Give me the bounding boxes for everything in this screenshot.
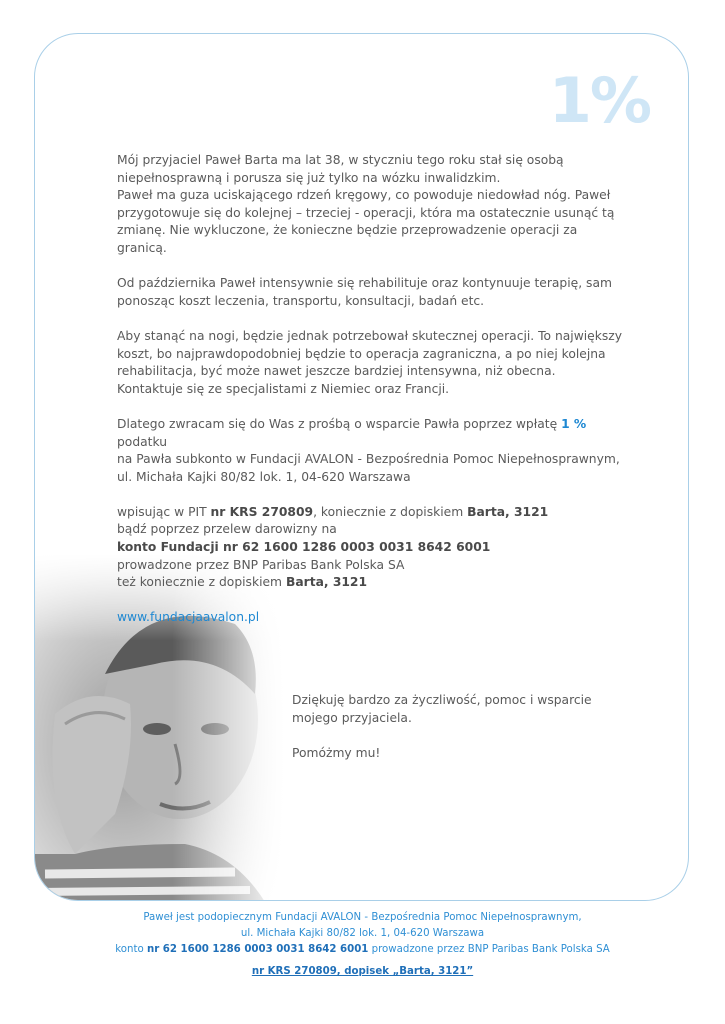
note-tag: Barta, 3121 [285,575,368,590]
text-line: , koniecznie z dopiskiem [313,504,468,519]
footer-krs: nr KRS 270809, dopisek „Barta, 3121” [251,966,474,977]
text-line: wpisując w PIT [117,504,211,519]
paragraph-appeal [117,416,627,486]
thanks-block [292,692,622,780]
text-line: Mój przyjaciel Paweł Barta ma lat 38, w styczniu tego roku stał się osobą [117,153,564,167]
text-line: Dziękuję bardzo za życzliwość, pomoc i wsparcie [292,693,592,707]
bank-account: konto Fundacji nr 62 1600 1286 0003 0031 8642 6001 [117,540,491,555]
text-line: Kontaktuje się ze specjalistami z Niemiec oraz Francji. [117,381,450,396]
text-line: mojego przyjaciela. [292,710,412,725]
footer-line: Paweł jest podopiecznym Fundacji AVALON - Bezpośrednia Pomoc Niepełnosprawnym, [143,912,582,923]
text-line: zmianę. Nie wykluczone, że konieczne będzie przeprowadzenie operacji za granicą. [117,223,578,255]
footer [0,910,725,980]
text-line: koszt, bo najprawdopodobniej będzie to operacja zagraniczna, a po niej kolejna [117,346,606,361]
text-line: też koniecznie z dopiskiem [117,575,286,590]
website-link[interactable]: www.fundacjaavalon.pl [117,610,260,625]
one-percent-highlight: 1 % [561,416,587,431]
text-line: niepełnosprawną i porusza się już tylko na wózku inwalidzkim. [117,170,501,185]
letter-card [34,33,689,901]
paragraph-condition [117,152,627,258]
closing-line: Pomóżmy mu! [292,745,381,760]
text-line: Aby stanąć na nogi, będzie jednak potrzebował skutecznej operacji. To największy [117,328,623,343]
krs-number: nr KRS 270809 [210,504,314,519]
one-percent-mark: 1% [548,64,650,137]
paragraph-rehabilitation [117,275,627,310]
text-line: Paweł ma guza uciskającego rdzeń kręgowy, co powoduje niedowład nóg. Paweł [117,188,611,203]
text-line: rehabilitacja, być może nawet jeszcze bardziej intensywna, niż obecna. [117,364,556,379]
text-line: prowadzone przez BNP Paribas Bank Polska SA [117,557,405,572]
text-line: podatku [117,434,168,449]
footer-line: ul. Michała Kajki 80/82 lok. 1, 04-620 Warszawa [240,928,485,939]
footer-bank-account: nr 62 1600 1286 0003 0031 8642 6001 [146,944,369,955]
text-line: ul. Michała Kajki 80/82 lok. 1, 04-620 Warszawa [117,469,411,484]
text-line: Dlatego zwracam się do Was z prośbą o wsparcie Pawła poprzez wpłatę [117,416,562,431]
text-line: na Pawła subkonto w Fundacji AVALON - Bezpośrednia Pomoc Niepełnosprawnym, [117,452,620,467]
paragraph-payment-details [117,504,627,592]
letter-body [117,152,627,645]
text-line: Od października Paweł intensywnie się rehabilituje oraz kontynuuje terapię, sam [117,276,612,291]
text-line: przygotowuje się do kolejnej – trzeciej - operacji, która ma ostatecznie usunąć tą [117,205,615,220]
note-tag: Barta, 3121 [467,504,549,519]
text-line: bądź poprzez przelew darowizny na [117,522,337,537]
text-line: ponosząc koszt leczenia, transportu, konsultacji, badań etc. [117,293,485,308]
footer-line: prowadzone przez BNP Paribas Bank Polska SA [368,944,610,955]
paragraph-operation [117,328,627,398]
footer-line: konto [115,944,147,955]
